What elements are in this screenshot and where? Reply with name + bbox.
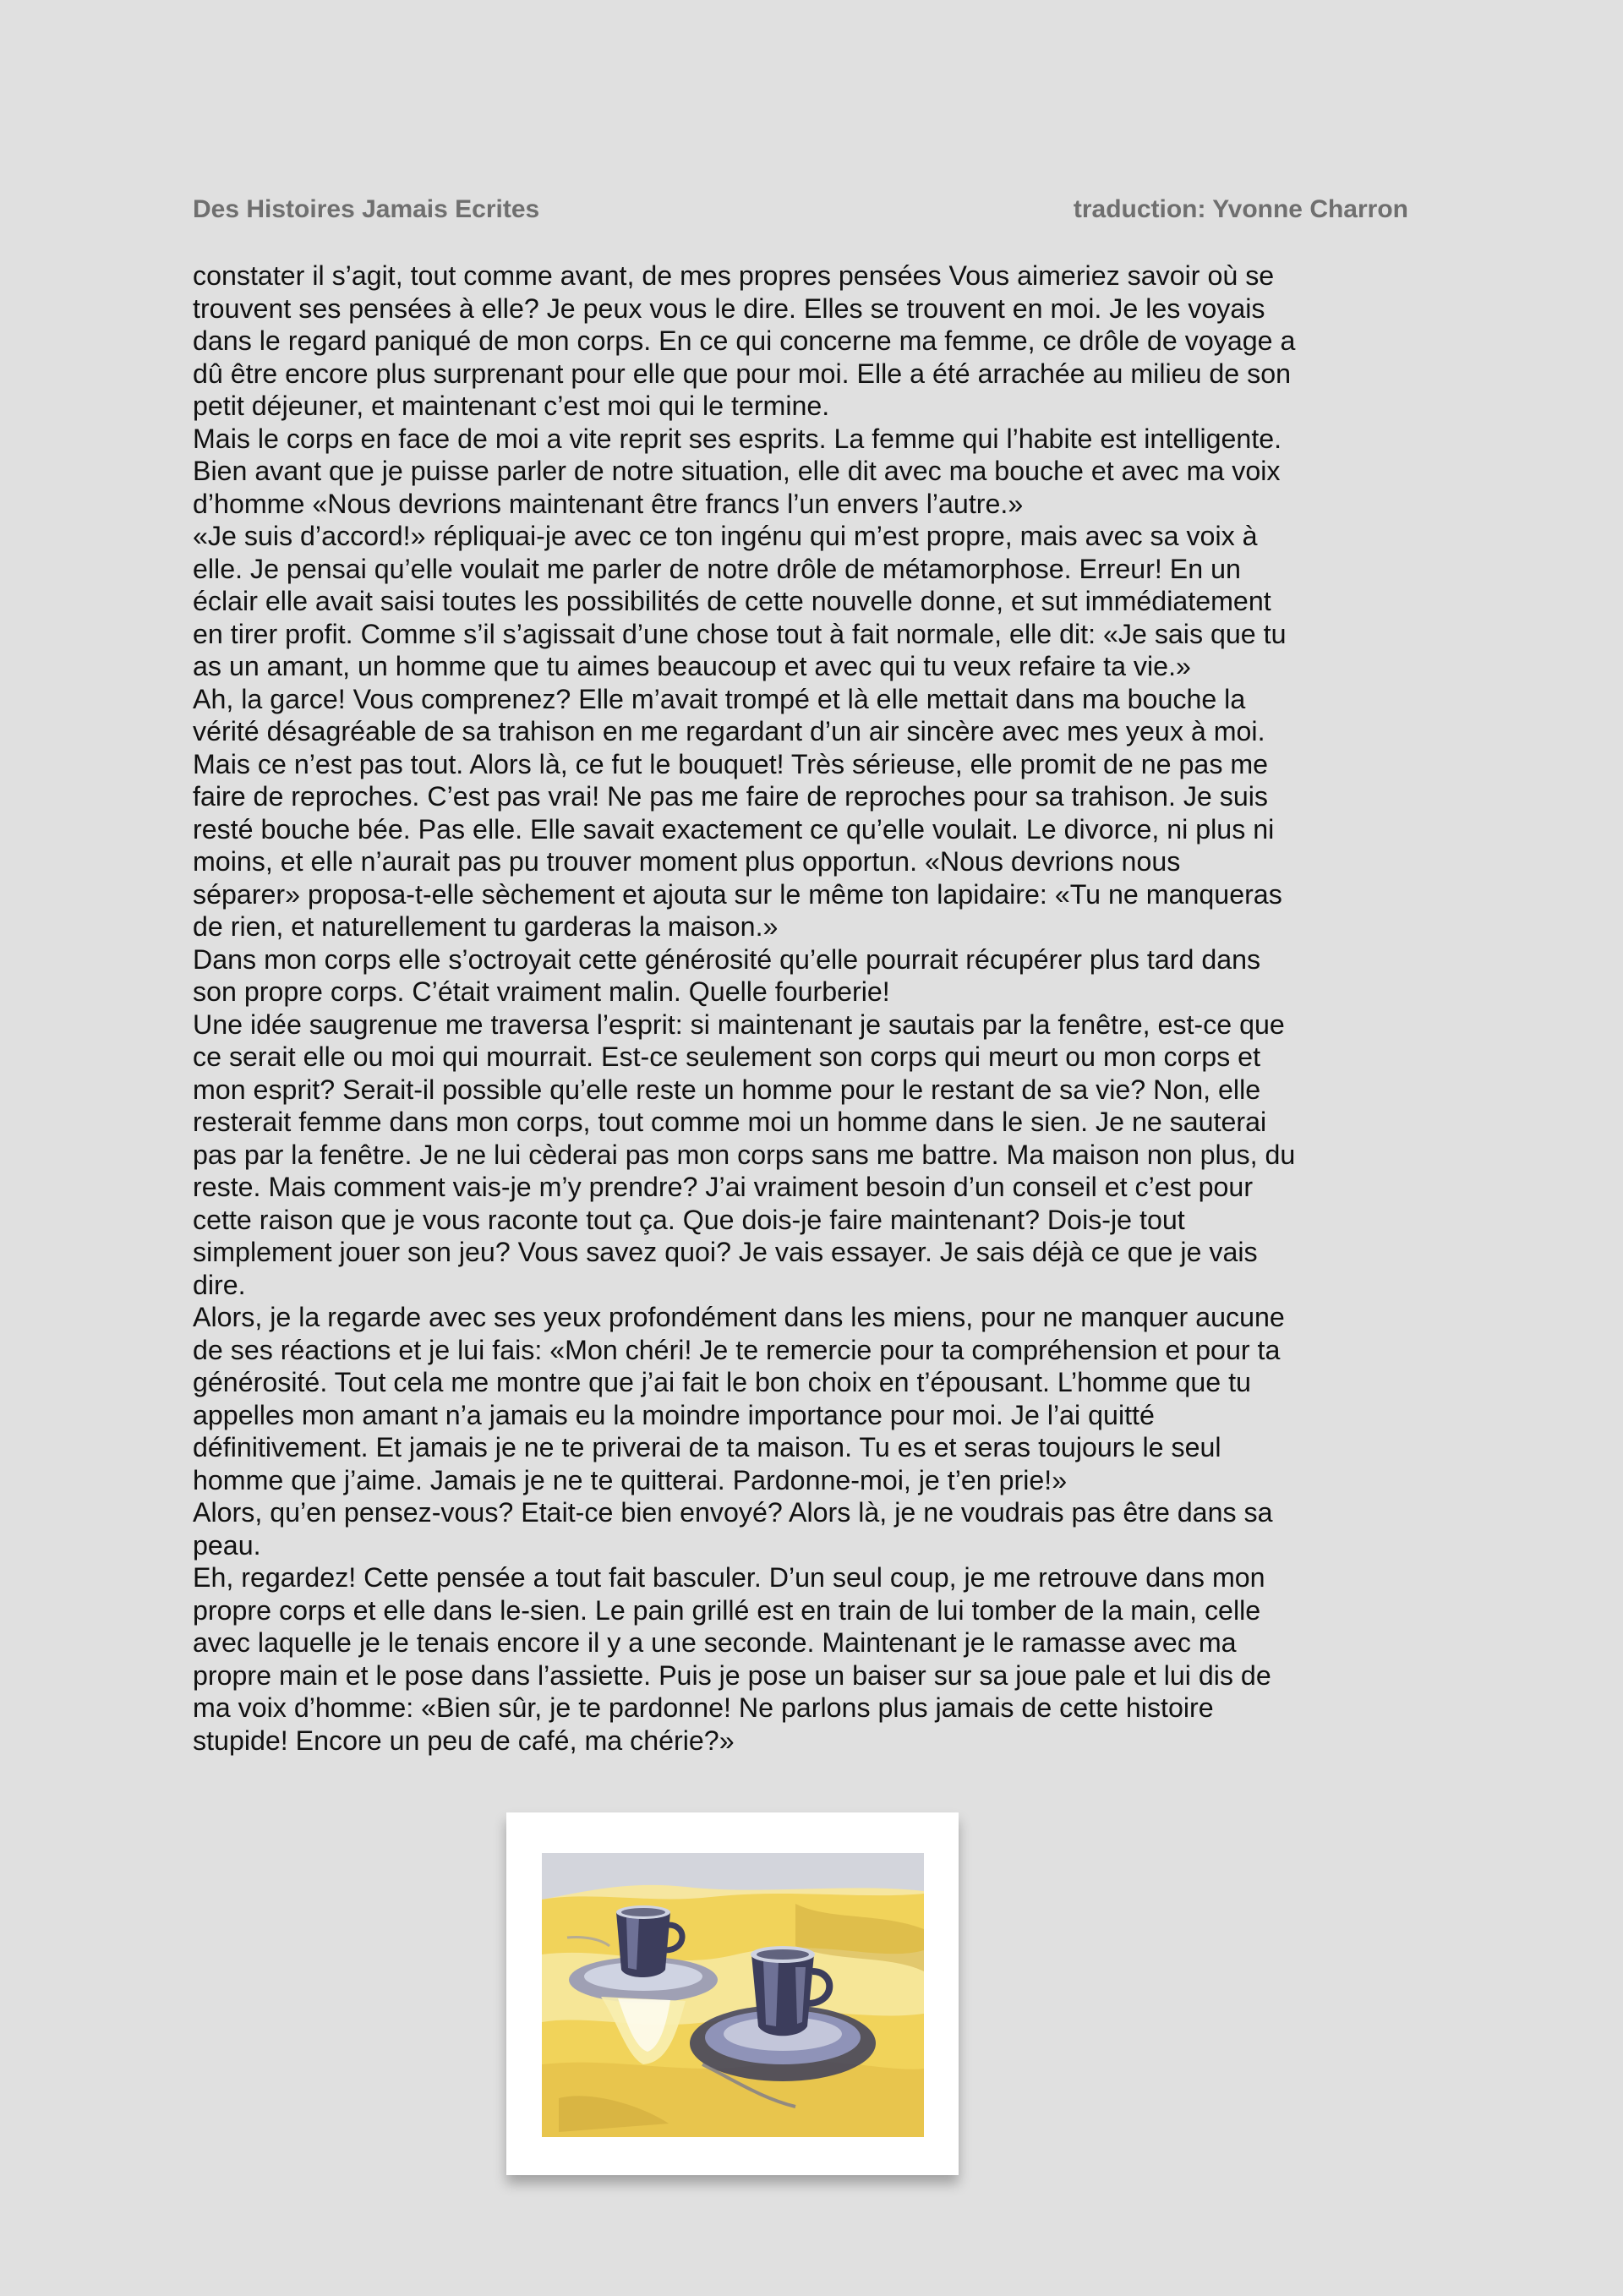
paragraph: Eh, regardez! Cette pensée a tout fait basculer. D’un seul coup, je me retrouve dans mon propre corps et elle dans le-sien. Le pain grillé est en train de lui tomber de la main, celle avec laquelle je le tenais encore il y a une seconde. Maintenant je le ramasse avec ma propre main et le pose dans l’assiette. Puis je pose un baiser sur sa joue pale et lui dis de ma voix d’homme: «Bien sûr, je te pardonne! Ne parlons plus jamais de cette histoire stupide! Encore un peu de café, ma chérie?» — [193, 1562, 1271, 1756]
paragraph: Alors, je la regarde avec ses yeux profondément dans les miens, pour ne manquer aucune de ses réactions et je lui fais: «Mon chéri! Je te remercie pour ta compréhension et pour ta générosité. Tout cela me montre que j’ai fait le bon choix en t’épousant. L’homme que tu appelles mon amant n’a jamais eu la moindre importance pour moi. Je l’ai quitté définitivement. Et jamais je ne te priverai de ta maison. Tu es et seras toujours le seul homme que j’aime. Jamais je ne te quitterai. Pardonne-moi, je t’en prie!» — [193, 1302, 1285, 1495]
page-header — [193, 191, 1408, 228]
paragraph: «Je suis d’accord!» répliquai-je avec ce ton ingénu qui m’est propre, mais avec sa voix à elle. Je pensai qu’elle voulait me parler de notre drôle de métamorphose. Erreur! En un éclair elle avait saisi toutes les possibilités de cette nouvelle donne, et sut immédiatement en tirer profit. Comme s’il s’agissait d’une chose tout à fait normale, elle dit: «Je sais que tu as un amant, un homme que tu aimes beaucoup et avec qui tu veux refaire ta vie.» — [193, 521, 1287, 681]
paragraph: Ah, la garce! Vous comprenez? Elle m’avait trompé et là elle mettait dans ma bouche la vérité désagréable de sa trahison en me regardant d’un air sincère avec mes yeux à moi. Mais ce n’est pas tout. Alors là, ce fut le bouquet! Très sérieuse, elle promit de ne pas me faire de reproches. C’est pas vrai! Ne pas me faire de reproches pour sa trahison. Je suis resté bouche bée. Pas elle. Elle savait exactement ce qu’elle voulait. Le divorce, ni plus ni moins, et elle n’aurait pas pu trouver moment plus opportun. «Nous devrions nous séparer» proposa-t-elle sèchement et ajouta sur le même ton lapidaire: «Tu ne manqueras de rien, et naturellement tu garderas la maison.» — [193, 683, 1282, 942]
paragraph: Mais le corps en face de moi a vite reprit ses esprits. La femme qui l’habite est intelligente. Bien avant que je puisse parler de notre situation, elle dit avec ma bouche et avec ma voix d’homme «Nous devrions maintenant être francs l’un envers l’autre.» — [193, 423, 1282, 519]
story-text — [193, 260, 1427, 1757]
paragraph: Dans mon corps elle s’octroyait cette générosité qu’elle pourrait récupérer plus tard dans son propre corps. C’était vraiment malin. Quelle fourberie! — [193, 943, 1261, 1007]
watercolor-painting — [542, 1853, 924, 2137]
translator-credit: traduction: Yvonne Charron — [1073, 195, 1408, 223]
coffee-cups-illustration — [506, 1812, 959, 2175]
paragraph: constater il s’agit, tout comme avant, de mes propres pensées Vous aimeriez savoir où se trouvent ses pensées à elle? Je peux vous le dire. Elles se trouvent en moi. Je les voyais dans le regard paniqué de mon corps. En ce qui concerne ma femme, ce drôle de voyage a dû être encore plus surprenant pour elle que pour moi. Elle a été arrachée au milieu de son petit déjeuner, et maintenant c’est moi qui le termine. — [193, 260, 1296, 421]
paragraph: Alors, qu’en pensez-vous? Etait-ce bien envoyé? Alors là, je ne voudrais pas être dans sa peau. — [193, 1497, 1273, 1561]
book-title: Des Histoires Jamais Ecrites — [193, 195, 540, 223]
paragraph: Une idée saugrenue me traversa l’esprit: si maintenant je sautais par la fenêtre, est-ce que ce serait elle ou moi qui mourrait. Est-ce seulement son corps qui meurt ou mon corps et mon esprit? Serait-il possible qu’elle reste un homme pour le restant de sa vie? Non, elle resterait femme dans mon corps, tout comme moi un homme dans le sien. Je ne sauterai pas par la fenêtre. Je ne lui cèderai pas mon corps sans me battre. Ma maison non plus, du reste. Mais comment vais-je m’y prendre? J’ai vraiment besoin d’un conseil et c’est pour cette raison que je vous raconte tout ça. Que dois-je faire maintenant? Dois-je tout simplement jouer son jeu? Vous savez quoi? Je vais essayer. Je sais déjà ce que je vais dire. — [193, 1009, 1296, 1300]
